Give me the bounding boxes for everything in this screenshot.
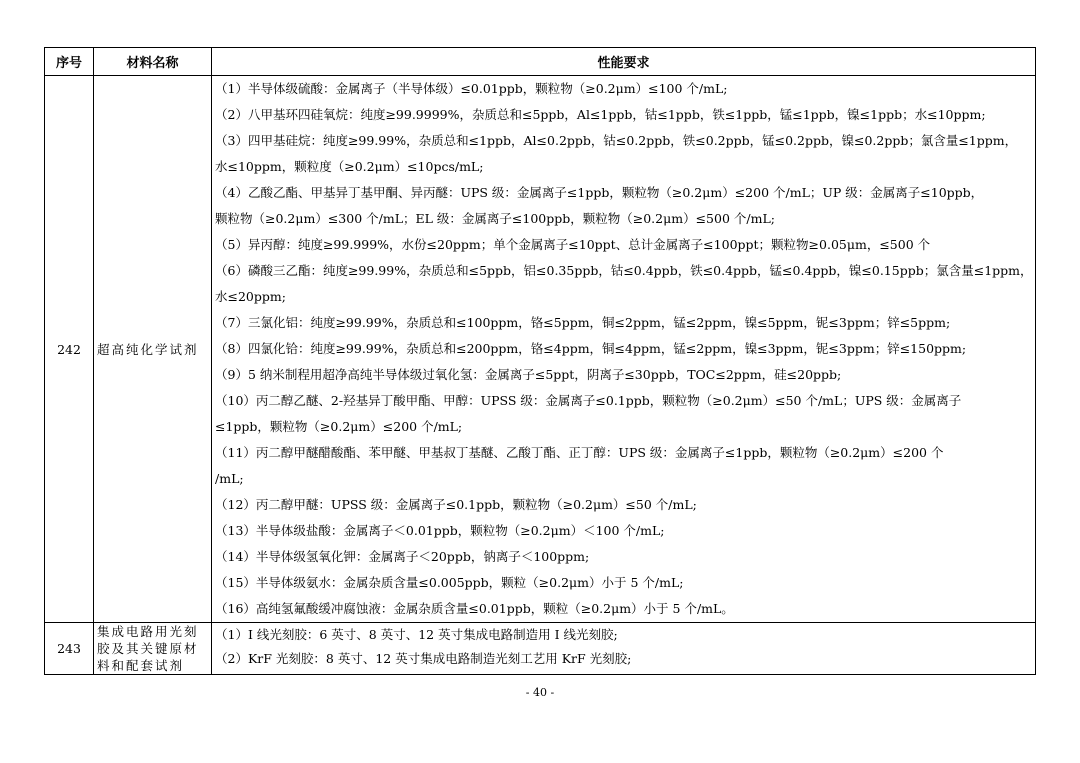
requirement-line: ≤1ppb，颗粒物（≥0.2μm）≤200 个/mL; — [215, 419, 463, 434]
table-header-row — [45, 48, 1036, 76]
requirement-line: （12）丙二醇甲醚：UPSS 级：金属离子≤0.1ppb，颗粒物（≥0.2μm）≤50 个/mL; — [215, 497, 697, 512]
requirement-line: 水≤10ppm，颗粒度（≥0.2μm）≤10pcs/mL; — [215, 159, 484, 174]
requirements-table — [44, 47, 1036, 675]
requirement-line: （5）异丙醇：纯度≥99.999%，水份≤20ppm；单个金属离子≤10ppt、总计金属离子≤100ppt；颗粒物≥0.05μm，≤500 个 — [215, 237, 931, 252]
table-row — [45, 623, 1036, 675]
requirements-cell — [212, 623, 1036, 675]
requirement-line: （10）丙二醇乙醚、2-羟基异丁酸甲酯、甲醇：UPSS 级：金属离子≤0.1ppb，颗粒物（≥0.2μm）≤50 个/mL；UPS 级：金属离子 — [215, 393, 962, 408]
requirement-line: （9）5 纳米制程用超净高纯半导体级过氧化氢：金属离子≤5ppt，阴离子≤30ppb，TOC≤2ppm，硅≤20ppb; — [215, 367, 842, 382]
requirement-line: （14）半导体级氢氧化钾：金属离子＜20ppb，钠离子＜100ppm; — [215, 549, 590, 564]
row-number: 243 — [45, 623, 94, 675]
requirement-line: （2）KrF 光刻胶：8 英寸、12 英寸集成电路制造光刻工艺用 KrF 光刻胶; — [215, 651, 632, 666]
header-seq: 序号 — [45, 48, 94, 76]
requirement-line: （15）半导体级氨水：金属杂质含量≤0.005ppb，颗粒（≥0.2μm）小于 5 个/mL; — [215, 575, 684, 590]
requirement-line: （8）四氯化铪：纯度≥99.99%，杂质总和≤200ppm，铬≤4ppm，铜≤4ppm，锰≤2ppm，镍≤3ppm，铌≤3ppm；锌≤150ppm; — [215, 341, 967, 356]
requirement-line: 水≤20ppm; — [215, 289, 286, 304]
requirement-line: （11）丙二醇甲醚醋酸酯、苯甲醚、甲基叔丁基醚、乙酸丁酯、正丁醇：UPS 级：金属离子≤1ppb，颗粒物（≥0.2μm）≤200 个 — [215, 445, 944, 460]
material-name: 集成电路用光刻胶及其关键原材料和配套试剂 — [94, 623, 212, 675]
requirement-line: （13）半导体级盐酸：金属离子＜0.01ppb，颗粒物（≥0.2μm）＜100 个/mL; — [215, 523, 665, 538]
requirement-line: （16）高纯氢氟酸缓冲腐蚀液：金属杂质含量≤0.01ppb，颗粒（≥0.2μm）小于 5 个/mL。 — [215, 601, 734, 616]
row-number: 242 — [45, 76, 94, 623]
requirement-line: （6）磷酸三乙酯：纯度≥99.99%，杂质总和≤5ppb，铝≤0.35ppb，钴≤0.4ppb，铁≤0.4ppb，锰≤0.4ppb，镍≤0.15ppb；氯含量≤1ppm， — [215, 263, 1033, 278]
header-requirements: 性能要求 — [212, 48, 1036, 76]
requirement-line: （2）八甲基环四硅氧烷：纯度≥99.9999%，杂质总和≤5ppb，Al≤1ppb，钴≤1ppb，铁≤1ppb，锰≤1ppb，镍≤1ppb；水≤10ppm; — [215, 107, 986, 122]
requirement-line: /mL; — [215, 471, 244, 486]
requirements-cell — [212, 76, 1036, 623]
requirement-line: （1）I 线光刻胶：6 英寸、8 英寸、12 英寸集成电路制造用 I 线光刻胶; — [215, 627, 618, 642]
requirement-line: （7）三氯化铝：纯度≥99.99%，杂质总和≤100ppm，铬≤5ppm，铜≤2ppm，锰≤2ppm，镍≤5ppm，铌≤3ppm；锌≤5ppm; — [215, 315, 951, 330]
header-material-name: 材料名称 — [94, 48, 212, 76]
material-name: 超高纯化学试剂 — [94, 76, 212, 623]
page-number: - 40 - — [525, 686, 555, 699]
requirement-line: （4）乙酸乙酯、甲基异丁基甲酮、异丙醚：UPS 级：金属离子≤1ppb，颗粒物（≥0.2μm）≤200 个/mL；UP 级：金属离子≤10ppb， — [215, 185, 984, 200]
requirement-line: （3）四甲基硅烷：纯度≥99.99%，杂质总和≤1ppb，Al≤0.2ppb，钴≤0.2ppb，铁≤0.2ppb，锰≤0.2ppb，镍≤0.2ppb；氯含量≤1ppm， — [215, 133, 1018, 148]
requirement-line: 颗粒物（≥0.2μm）≤300 个/mL；EL 级：金属离子≤100ppb，颗粒物（≥0.2μm）≤500 个/mL; — [215, 211, 775, 226]
requirement-line: （1）半导体级硫酸：金属离子（半导体级）≤0.01ppb，颗粒物（≥0.2μm）≤100 个/mL; — [215, 81, 728, 96]
table-row — [45, 76, 1036, 623]
